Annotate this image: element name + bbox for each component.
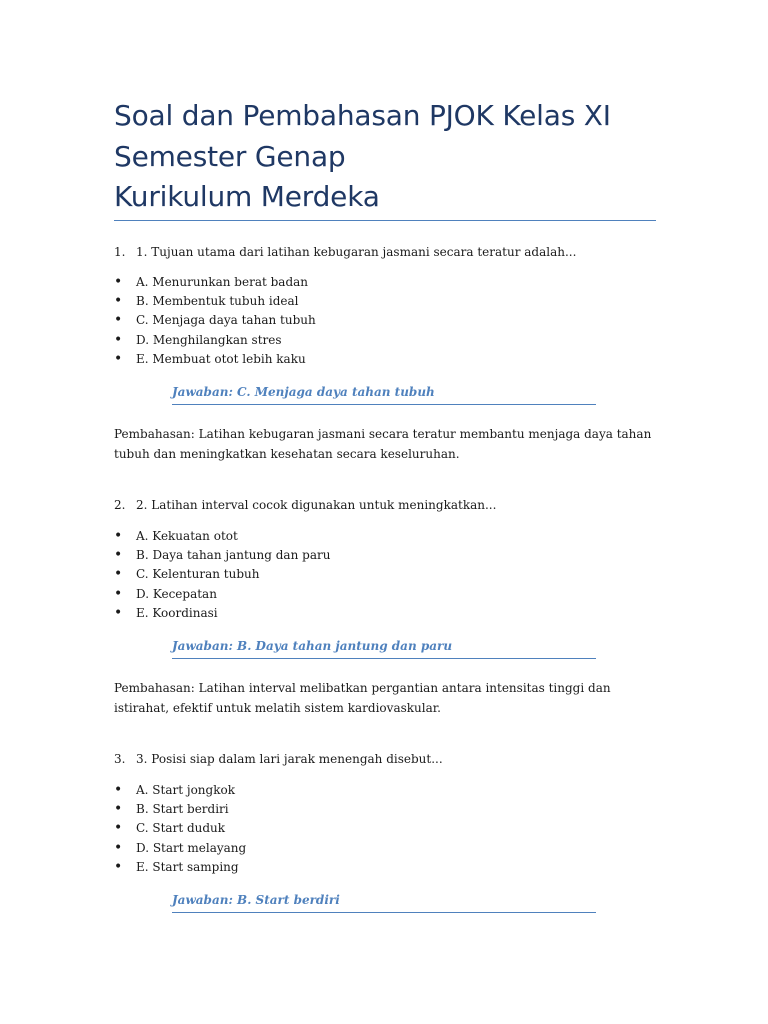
options-list-2: [114, 527, 330, 623]
option-item: [114, 585, 330, 604]
bullet-icon: •: [114, 801, 123, 818]
option-item: [114, 273, 316, 292]
option-label: C. Menjaga daya tahan tubuh: [136, 313, 316, 328]
document-title: [114, 96, 656, 218]
question-text: 3. Posisi siap dalam lari jarak menengah disebut...: [136, 752, 443, 766]
option-label: B. Daya tahan jantung dan paru: [136, 548, 331, 563]
bullet-icon: •: [114, 547, 123, 564]
option-item: [114, 604, 330, 623]
option-item: [114, 839, 246, 858]
discussion-2: Pembahasan: Latihan interval melibatkan pergantian antara intensitas tinggi dan istirahat, efektif untuk melatih sistem kardiovaskular.: [114, 681, 611, 715]
question-text-row: [114, 244, 656, 260]
question-number: 3.: [114, 752, 126, 766]
option-item: [114, 311, 316, 330]
option-item: [114, 858, 246, 877]
option-item: [114, 546, 330, 565]
option-item: [114, 800, 246, 819]
option-label: E. Start samping: [136, 859, 239, 874]
option-label: A. Menurunkan berat badan: [136, 275, 309, 289]
option-label: D. Start melayang: [136, 840, 247, 855]
option-item: [114, 331, 316, 350]
bullet-icon: •: [114, 585, 123, 602]
option-label: D. Kecepatan: [136, 586, 217, 601]
option-item: [114, 819, 246, 838]
discussion-1: Pembahasan: Latihan kebugaran jasmani secara teratur membantu menjaga daya tahan tubuh dan meningkatkan kesehatan secara keseluruhan.: [114, 427, 652, 461]
answer-1: Jawaban: C. Menjaga daya tahan tubuh: [172, 384, 596, 405]
bullet-icon: •: [114, 293, 123, 310]
option-label: E. Koordinasi: [136, 605, 218, 620]
question-text: 2. Latihan interval cocok digunakan untuk meningkatkan...: [136, 498, 497, 512]
question-2: [114, 497, 656, 513]
title-divider: [114, 220, 656, 221]
option-label: B. Start berdiri: [136, 802, 229, 817]
bullet-icon: •: [114, 782, 123, 798]
question-text-row: [114, 497, 656, 513]
title-line-3: Kurikulum Merdeka: [114, 180, 380, 213]
option-label: A. Start jongkok: [136, 783, 235, 797]
options-list-1: [114, 273, 316, 369]
option-label: C. Start duduk: [136, 821, 226, 836]
bullet-icon: •: [114, 312, 123, 329]
bullet-icon: •: [114, 820, 123, 837]
bullet-icon: •: [114, 528, 123, 544]
question-text: 1. Tujuan utama dari latihan kebugaran jasmani secara teratur adalah...: [136, 245, 577, 259]
bullet-icon: •: [114, 331, 123, 348]
bullet-icon: •: [114, 604, 123, 621]
title-line-2: Semester Genap: [114, 139, 346, 173]
bullet-icon: •: [114, 839, 123, 856]
options-list-3: [114, 781, 246, 877]
option-item: [114, 781, 246, 800]
bullet-icon: •: [114, 566, 123, 583]
question-3: [114, 751, 656, 767]
question-text-row: [114, 751, 656, 767]
answer-3: Jawaban: B. Start berdiri: [172, 892, 596, 913]
option-label: B. Membentuk tubuh ideal: [136, 294, 299, 309]
question-number: 1.: [114, 245, 126, 259]
title-line-1: Soal dan Pembahasan PJOK Kelas XI: [114, 99, 611, 132]
answer-2: Jawaban: B. Daya tahan jantung dan paru: [172, 638, 596, 659]
option-label: C. Kelenturan tubuh: [136, 567, 260, 582]
bullet-icon: •: [114, 350, 123, 367]
question-number: 2.: [114, 498, 126, 512]
option-label: D. Menghilangkan stres: [136, 332, 282, 347]
option-item: [114, 565, 330, 584]
option-label: A. Kekuatan otot: [136, 529, 238, 543]
question-1: [114, 244, 656, 260]
option-item: [114, 527, 330, 546]
bullet-icon: •: [114, 858, 123, 875]
option-label: E. Membuat otot lebih kaku: [136, 351, 306, 366]
option-item: [114, 292, 316, 311]
option-item: [114, 350, 316, 369]
bullet-icon: •: [114, 274, 123, 290]
